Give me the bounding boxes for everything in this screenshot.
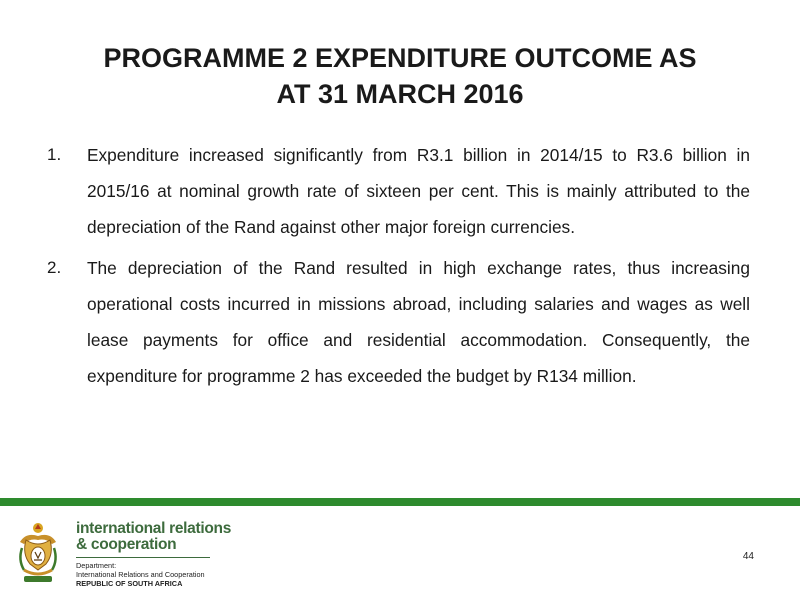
slide-title [40, 40, 760, 112]
slide-title-line-2: AT 31 MARCH 2016 [276, 79, 524, 109]
list-item-text: The depreciation of the Rand resulted in high exchange rates, thus increasing operational costs incurred in missions abroad, including salaries and wages as well lease payments for office and residential accommodation. Consequently, the expenditure for programme 2 has exceeded the budget by R134 million. [87, 257, 750, 387]
numbered-list [40, 137, 750, 398]
brand-rule [76, 557, 210, 558]
slide-title-line-1: PROGRAMME 2 EXPENDITURE OUTCOME AS [103, 43, 697, 73]
list-item-number: 2. [47, 257, 62, 277]
list-item-number: 1. [47, 145, 62, 164]
department-label: Department: [76, 561, 117, 570]
department-name: International Relations and Cooperation [76, 570, 205, 579]
brand-title-line-2: & cooperation [76, 536, 177, 553]
country-name: REPUBLIC OF SOUTH AFRICA [76, 579, 183, 588]
list-item [40, 137, 750, 246]
list-item [40, 250, 750, 395]
footer-divider-bar [0, 498, 800, 506]
brand-title-line-1: international relations [76, 520, 232, 537]
south-africa-coat-of-arms-icon [16, 520, 60, 586]
department-brand [76, 520, 232, 588]
page-number: 44 [742, 551, 754, 562]
list-item-text: Expenditure increased significantly from R3.1 billion in 2014/15 to R3.6 billion in 2015/16 at nominal growth rate of sixteen per cent. This is mainly attributed to the depreciation of the Rand against other major foreign currencies. [87, 145, 750, 238]
